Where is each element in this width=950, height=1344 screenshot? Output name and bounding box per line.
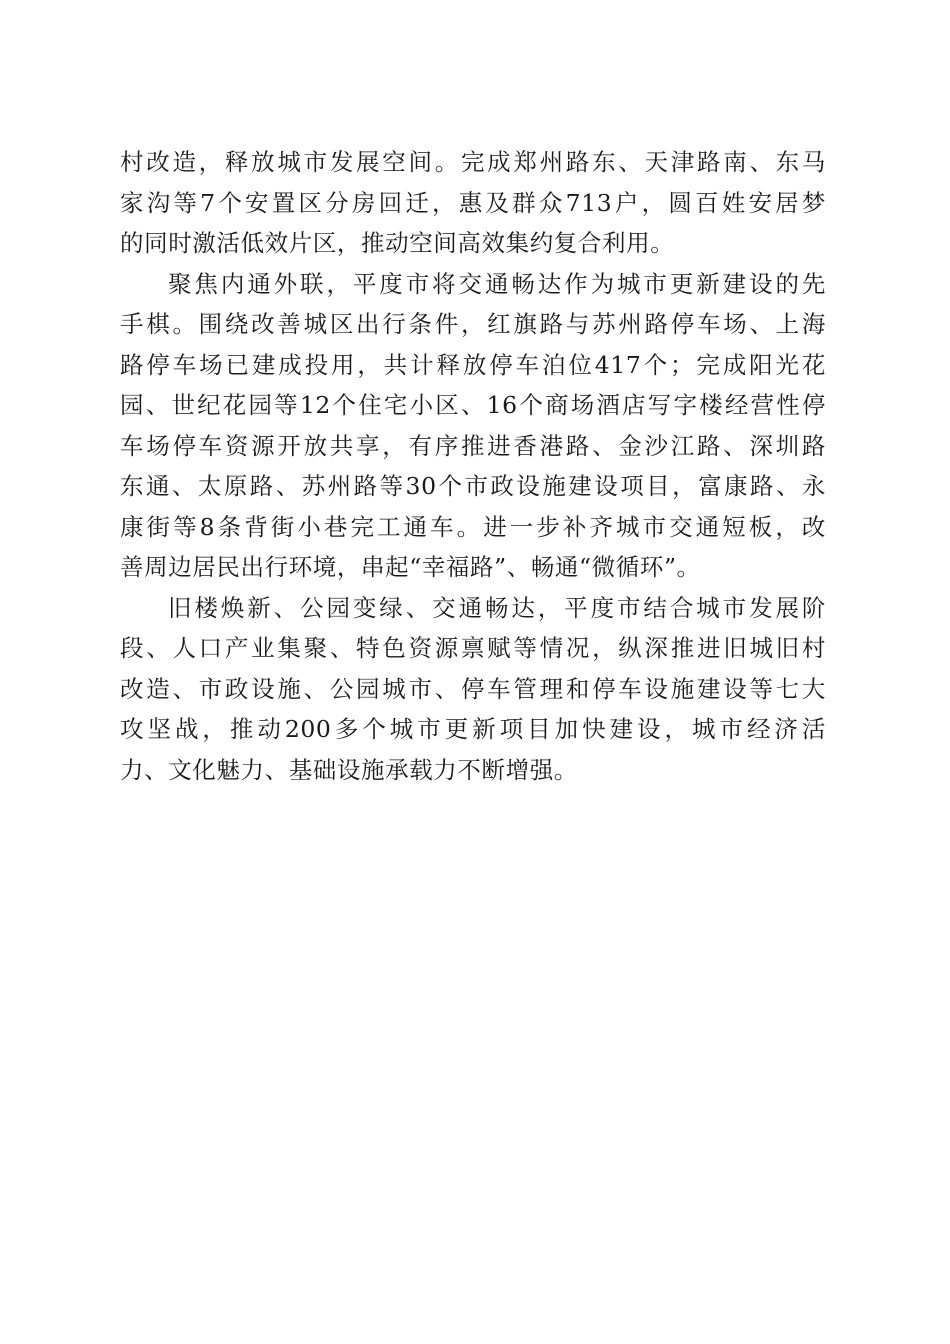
paragraph-line: 家沟等7个安置区分房回迁，惠及群众713户，圆百姓安居梦 (120, 188, 826, 217)
paragraph-line: 东通、太原路、苏州路等30个市政设施建设项目，富康路、永 (120, 472, 826, 500)
paragraph-line: 的同时激活低效片区，推动空间高效集约复合利用。 (120, 229, 675, 257)
paragraph-line: 聚焦内通外联，平度市将交通畅达作为城市更新建设的先 (168, 269, 826, 298)
paragraph-line: 善周边居民出行环境，串起“幸福路”、畅通“微循环”。 (120, 553, 701, 581)
paragraph-line: 段、人口产业集聚、特色资源禀赋等情况，纵深推进旧城旧村 (120, 634, 826, 662)
paragraph-line: 康街等8条背街小巷完工通车。进一步补齐城市交通短板，改 (120, 512, 826, 541)
paragraph-line: 改造、市政设施、公园城市、停车管理和停车设施建设等七大 (120, 674, 826, 703)
paragraph-line: 手棋。围绕改善城区出行条件，红旗路与苏州路停车场、上海 (120, 310, 826, 338)
paragraph-line: 路停车场已建成投用，共计释放停车泊位417个；完成阳光花 (120, 350, 826, 379)
paragraph-line: 村改造，释放城市发展空间。完成郑州路东、天津路南、东马 (120, 148, 826, 176)
paragraph-3 (120, 588, 826, 791)
paragraph-line: 车场停车资源开放共享，有序推进香港路、金沙江路、深圳路 (120, 431, 826, 460)
paragraph-line: 力、文化魅力、基础设施承载力不断增强。 (120, 755, 578, 784)
paragraph-line: 旧楼焕新、公园变绿、交通畅达，平度市结合城市发展阶 (168, 593, 826, 622)
paragraph-2 (120, 264, 826, 588)
paragraph-1 (120, 142, 826, 264)
body-text (120, 142, 826, 790)
paragraph-line: 园、世纪花园等12个住宅小区、16个商场酒店写字楼经营性停 (120, 391, 826, 419)
paragraph-line: 攻坚战，推动200多个城市更新项目加快建设，城市经济活 (120, 715, 826, 743)
